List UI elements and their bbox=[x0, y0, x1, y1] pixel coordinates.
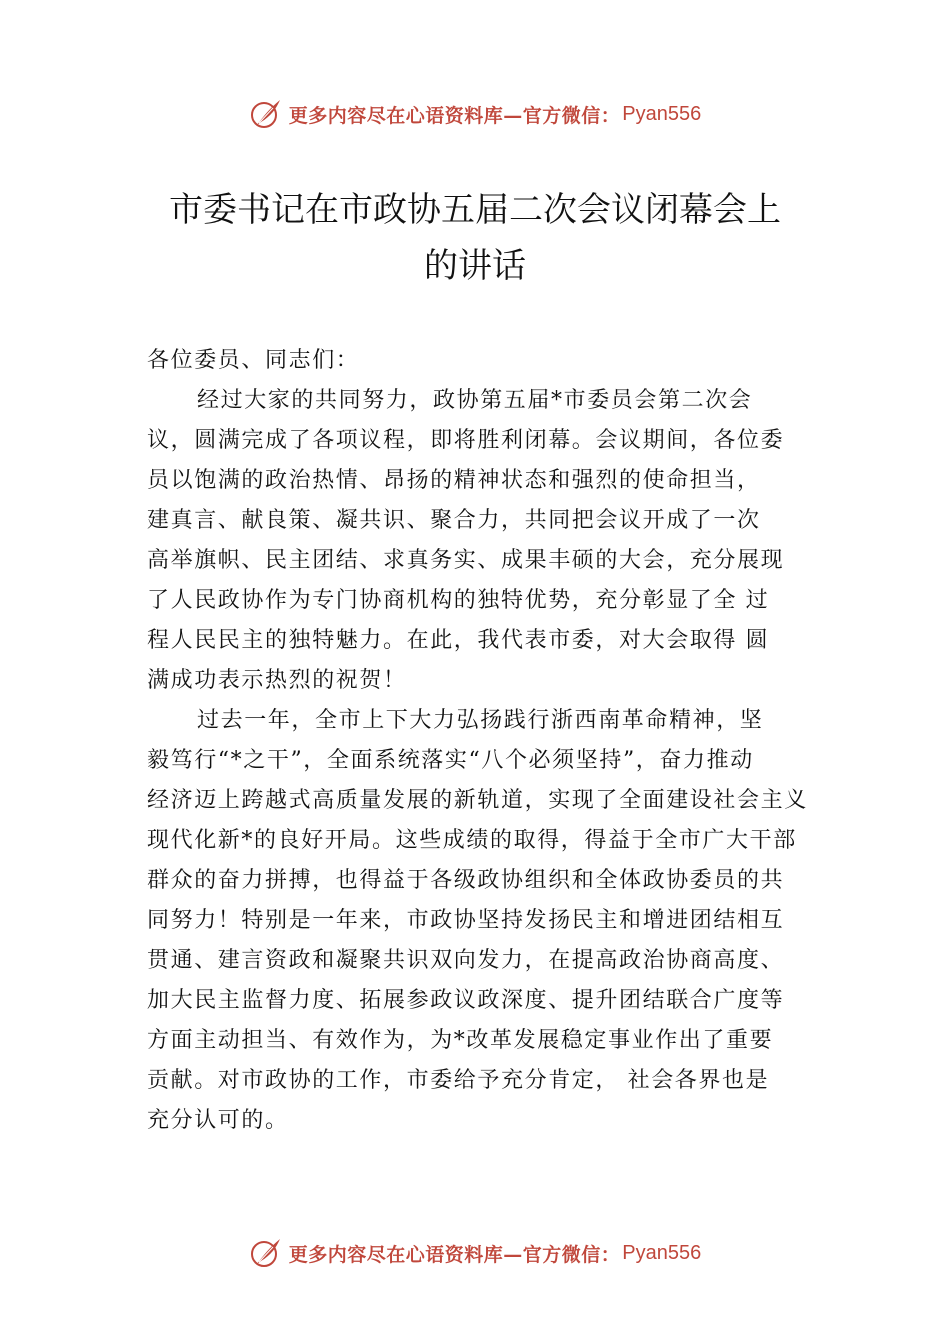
paragraph-line: 加大民主监督力度、拓展参政议政深度、提升团结联合广度等 bbox=[147, 988, 785, 1013]
footer-banner bbox=[0, 1233, 950, 1273]
header-banner bbox=[0, 94, 950, 134]
paragraph-line: 现代化新*的良好开局。这些成绩的取得，得益于全市广大干部 bbox=[147, 828, 797, 853]
paragraph-line: 了人民政协作为专门协商机构的独特优势，充分彰显了全 过 bbox=[147, 588, 770, 613]
title-line-1: 市委书记在市政协五届二次会议闭幕会上 bbox=[169, 190, 781, 230]
paragraph-line: 议，圆满完成了各项议程，即将胜利闭幕。会议期间，各位委 bbox=[147, 428, 785, 453]
paragraph-line: 毅笃行“*之干”，全面系统落实“八个必须坚持”，奋力推动 bbox=[147, 748, 754, 773]
paragraph-line: 同努力！特别是一年来，市政协坚持发扬民主和增进团结相互 bbox=[147, 908, 785, 933]
paragraph-line: 充分认可的。 bbox=[147, 1108, 289, 1133]
paragraph-line: 贡献。对市政协的工作，市委给予充分肯定， 社会各界也是 bbox=[147, 1068, 770, 1093]
paragraph-line: 经过大家的共同努力，政协第五届*市委员会第二次会 bbox=[197, 388, 753, 413]
paragraph-line: 群众的奋力拼搏，也得益于各级政协组织和全体政协委员的共 bbox=[147, 868, 785, 893]
quill-logo-icon bbox=[249, 97, 283, 131]
quill-logo-icon bbox=[249, 1236, 283, 1270]
paragraph-line: 员以饱满的政治热情、昂扬的精神状态和强烈的使命担当， bbox=[147, 468, 761, 493]
banner-text: 更多内容尽在心语资料库—官方微信： bbox=[288, 1243, 621, 1266]
banner-text: 更多内容尽在心语资料库—官方微信： bbox=[288, 104, 621, 127]
paragraph-line: 过去一年，全市上下大力弘扬践行浙西南革命精神，坚 bbox=[197, 708, 764, 733]
paragraph-1 bbox=[147, 381, 837, 701]
paragraph-line: 方面主动担当、有效作为，为*改革发展稳定事业作出了重要 bbox=[147, 1028, 774, 1053]
paragraph-2 bbox=[147, 701, 837, 1141]
document-title bbox=[120, 182, 830, 294]
salutation: 各位委员、同志们： bbox=[147, 348, 360, 373]
paragraph-line: 贯通、建言资政和凝聚共识双向发力，在提高政治协商高度、 bbox=[147, 948, 785, 973]
banner-wechat-id: Pyan556 bbox=[622, 102, 702, 125]
paragraph-line: 建真言、献良策、凝共识、聚合力，共同把会议开成了一次 bbox=[147, 508, 761, 533]
document-body bbox=[147, 341, 837, 1141]
title-line-2: 的讲话 bbox=[424, 246, 526, 286]
banner-wechat-id: Pyan556 bbox=[622, 1241, 702, 1264]
paragraph-line: 程人民民主的独特魅力。在此，我代表市委，对大会取得 圆 bbox=[147, 628, 770, 653]
paragraph-line: 满成功表示热烈的祝贺！ bbox=[147, 668, 407, 693]
paragraph-line: 高举旗帜、民主团结、求真务实、成果丰硕的大会，充分展现 bbox=[147, 548, 785, 573]
paragraph-line: 经济迈上跨越式高质量发展的新轨道，实现了全面建设社会主义 bbox=[147, 788, 808, 813]
